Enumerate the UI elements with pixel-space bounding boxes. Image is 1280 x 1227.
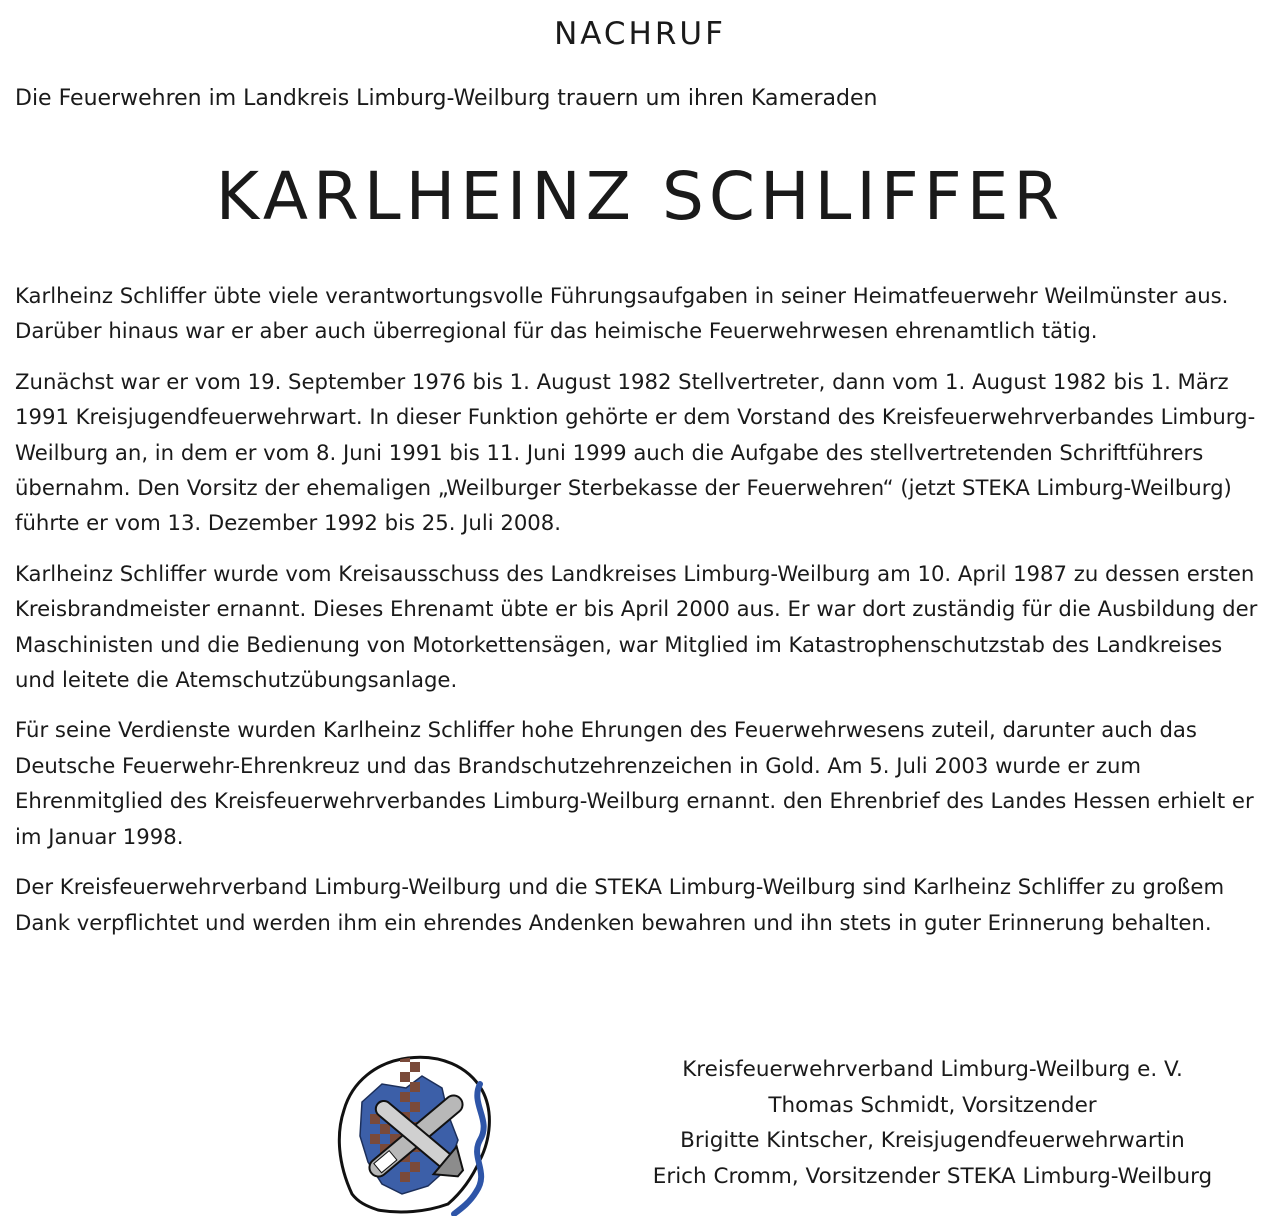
fire-brigade-association-emblem-icon [330, 1044, 502, 1216]
paragraph-kreisbrandmeister: Karlheinz Schliffer wurde vom Kreisausschuss des Landkreises Limburg-Weilburg am 10. April 1987 zu dessen ersten Kreisbrandmeister ernannt. Dieses Ehrenamt übte er bis April 2000 aus. Er war dort zuständig für die Ausbildung der Maschinisten und die Bedienung von Motorkettensägen, war Mitglied im Katastrophenschutzstab des Landkreises und leitete die Atemschutzübungsanlage. [15, 560, 1258, 693]
signature-block [600, 1052, 1265, 1194]
paragraph-honors: Für seine Verdienste wurden Karlheinz Schliffer hohe Ehrungen des Feuerwehrwesens zuteil, darunter auch das Deutsche Feuerwehr-Ehrenkreuz und das Brandschutzehrenzeichen in Gold. Am 5. Juli 2003 wurde er zum Ehrenmitglied des Kreisfeuerwehrverbandes Limburg-Weilburg ernannt. den Ehrenbrief des Landes Hessen erhielt er im Januar 1998. [15, 717, 1254, 849]
signature-youth-warden: Brigitte Kintscher, Kreisjugendfeuerwehrwartin [680, 1128, 1185, 1153]
paragraph-leadership: Karlheinz Schliffer übte viele verantwortungsvolle Führungsaufgaben in seiner Heimatfeuerwehr Weilmünster aus. Darüber hinaus war er aber auch überregional für das heimische Feuerwehrwesen ehrenamtlich tätig. [15, 283, 1229, 344]
paragraph-career: Zunächst war er vom 19. September 1976 bis 1. August 1982 Stellvertreter, dann vom 1. August 1982 bis 1. März 1991 Kreisjugendfeuerwehrwart. In dieser Funktion gehörte er dem Vorstand des Kreisfeuerwehrverbandes Limburg-Weilburg an, in dem er vom 8. Juni 1991 bis 11. Juni 1999 auch die Aufgabe des stellvertretenden Schriftführers übernahm. Den Vorsitz der ehemaligen „Weilburger Sterbekasse der Feuerwehren“ (jetzt STEKA Limburg-Weilburg) führte er vom 13. Dezember 1992 bis 25. Juli 2008. [15, 368, 1256, 536]
intro-line: Die Feuerwehren im Landkreis Limburg-Weilburg trauern um ihren Kameraden [15, 86, 878, 111]
deceased-name: KARLHEINZ SCHLIFFER [215, 158, 1065, 235]
signature-steka-chairman: Erich Cromm, Vorsitzender STEKA Limburg-Weilburg [652, 1163, 1213, 1189]
signature-organization: Kreisfeuerwehrverband Limburg-Weilburg e. V. [682, 1057, 1183, 1082]
obituary-body [15, 278, 1265, 955]
obituary-heading: NACHRUF [554, 16, 726, 52]
signature-chairman: Thomas Schmidt, Vorsitzender [768, 1092, 1097, 1118]
paragraph-gratitude: Der Kreisfeuerwehrverband Limburg-Weilburg und die STEKA Limburg-Weilburg sind Karlheinz Schliffer zu großem Dank verpflichtet und werden ihm ein ehrendes Andenken bewahren und ihn stets in guter Erinnerung behalten. [15, 874, 1225, 935]
